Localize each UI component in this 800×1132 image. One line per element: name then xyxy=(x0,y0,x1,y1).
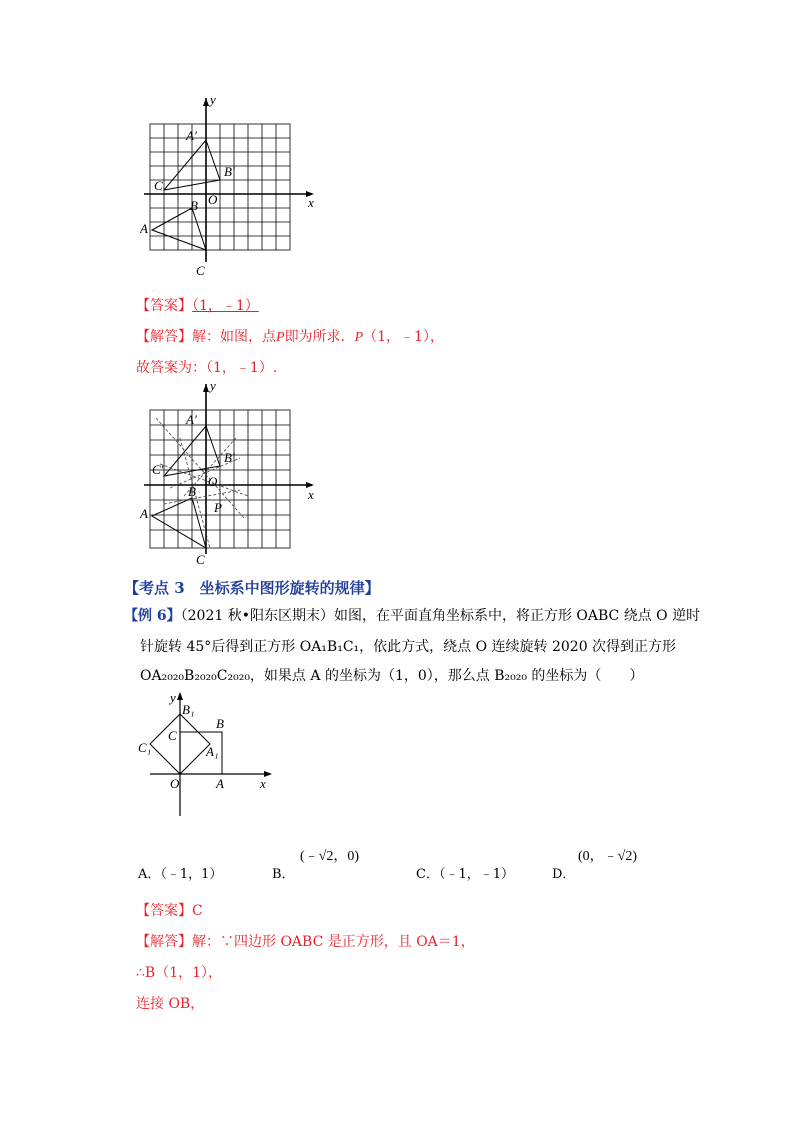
grid-diagram-2 xyxy=(140,378,320,570)
solution2-line-2: ∴B（1，1）， xyxy=(136,965,223,981)
x-axis-label: x xyxy=(260,776,266,791)
solution-text-3: （1，﹣1）， xyxy=(363,329,444,345)
solution-tag-2: 【解答】 xyxy=(136,934,192,950)
square-diagram xyxy=(130,688,280,820)
point-a-prime: A′ xyxy=(186,128,197,143)
choice-a[interactable] xyxy=(138,866,222,884)
point-b: B xyxy=(188,484,196,499)
solution-line-1 xyxy=(136,327,444,348)
point-c1: C₁ xyxy=(138,740,152,755)
point-a1: A₁ xyxy=(206,744,219,759)
example-text-1: （2021 秋•阳东区期末）如图，在平面直角坐标系中，将正方形 OABC 绕点 O 逆时 xyxy=(180,608,701,624)
y-axis-label: y xyxy=(170,690,176,705)
solution2-line-3: 连接 OB， xyxy=(136,996,205,1012)
solution-text: 解：如图，点 xyxy=(192,329,276,345)
solution-line-2: 故答案为：（1，﹣1）. xyxy=(136,360,278,376)
solution-text-2: 即为所求． xyxy=(284,329,355,345)
choice-a-value: （﹣1，1） xyxy=(160,867,223,882)
choice-a-label: A． xyxy=(138,867,161,882)
y-axis-label: y xyxy=(210,378,216,393)
point-c: C xyxy=(196,552,205,567)
answer-value: （1，﹣1） xyxy=(192,298,259,314)
point-b-prime: B′ xyxy=(224,450,235,465)
solution2-text-1: 解：∵四边形 OABC 是正方形，且 OA＝1， xyxy=(192,934,475,950)
point-p: P xyxy=(214,500,222,515)
choice-c[interactable] xyxy=(416,866,514,884)
answer-line-2 xyxy=(136,901,203,921)
point-a: A xyxy=(140,221,148,236)
point-b: B xyxy=(216,716,224,731)
choice-d-value: (0，﹣√2) xyxy=(578,849,638,864)
choice-c-label: C． xyxy=(416,867,439,882)
point-c-prime: C xyxy=(154,178,163,193)
figure-squares xyxy=(130,688,280,820)
answer-line-1 xyxy=(136,296,259,316)
solution-tag: 【解答】 xyxy=(136,329,192,345)
point-b: B xyxy=(190,198,198,213)
choice-c-value: （﹣1，﹣1） xyxy=(438,867,514,882)
solution2-line-1 xyxy=(136,932,475,952)
point-p: P xyxy=(276,330,285,345)
answer-value-2: C xyxy=(192,903,203,919)
choice-b-value: (﹣√2，0) xyxy=(300,849,360,864)
answer-tag: 【答案】 xyxy=(136,298,192,314)
choice-b-label: B． xyxy=(272,867,295,882)
grid-diagram-1 xyxy=(140,90,320,280)
example-line-1 xyxy=(124,606,700,626)
figure-rotation-grid-2 xyxy=(140,378,320,570)
point-c-prime: C′ xyxy=(152,462,164,477)
origin-label: O xyxy=(208,192,218,207)
point-a: A xyxy=(216,776,224,791)
section-title: 【考点 3 坐标系中图形旋转的规律】 xyxy=(124,579,380,597)
y-axis-label: y xyxy=(210,92,216,107)
choice-d-label: D． xyxy=(552,867,576,882)
x-axis-label: x xyxy=(308,487,314,502)
choice-d[interactable] xyxy=(552,866,575,884)
answer-tag-2: 【答案】 xyxy=(136,903,192,919)
example-line-2: 针旋转 45°后得到正方形 OA₁B₁C₁，依此方式，绕点 O 连续旋转 2020 次得到正方形 xyxy=(140,639,677,655)
point-c: C xyxy=(168,728,177,743)
figure-rotation-grid-1 xyxy=(140,90,320,280)
point-b-prime: B′ xyxy=(224,164,235,179)
choice-b[interactable] xyxy=(272,866,295,884)
point-a: A xyxy=(140,506,148,521)
origin-label: O xyxy=(170,776,180,791)
point-p-2: P xyxy=(354,330,364,345)
point-a-prime: A′ xyxy=(186,412,197,427)
point-c: C xyxy=(196,263,205,278)
example-line-3: OA₂₀₂₀B₂₀₂₀C₂₀₂₀，如果点 A 的坐标为（1，0），那么点 B₂₀₂₀ 的坐标为（ ） xyxy=(140,668,644,684)
x-axis-label: x xyxy=(308,195,314,210)
origin-label: O xyxy=(208,474,218,489)
example-tag: 【例 6】 xyxy=(124,608,181,624)
point-b1: B₁ xyxy=(182,702,195,717)
